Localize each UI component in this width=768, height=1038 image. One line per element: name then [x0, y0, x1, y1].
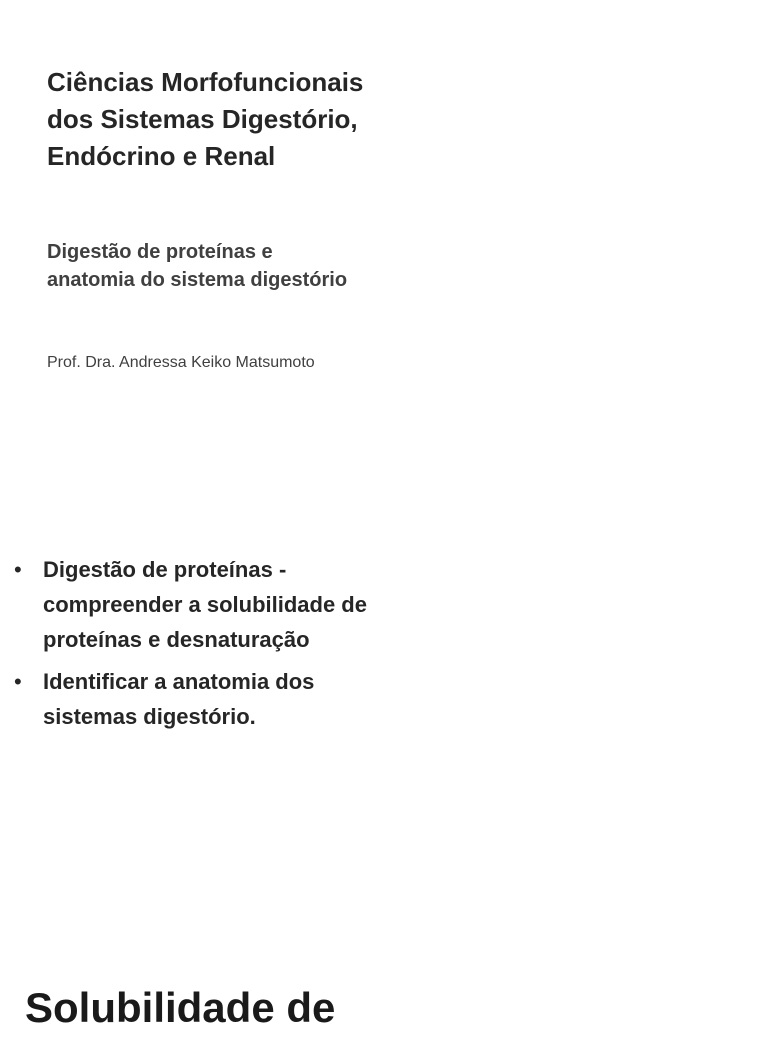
course-title	[47, 64, 447, 175]
author-name: Prof. Dra. Andressa Keiko Matsumoto	[47, 354, 315, 371]
objectives-list	[14, 552, 434, 741]
list-item	[14, 664, 434, 734]
lesson-subtitle	[47, 238, 427, 294]
lesson-subtitle-line: anatomia do sistema digestório	[47, 269, 348, 291]
lesson-subtitle-line: Digestão de proteínas e	[47, 241, 273, 263]
list-item-line: Digestão de proteínas -	[43, 557, 287, 582]
list-item-line: sistemas digestório.	[43, 704, 256, 729]
list-item-line: compreender a solubilidade de	[43, 592, 367, 617]
course-title-line: dos Sistemas Digestório,	[47, 104, 358, 134]
course-title-line: Ciências Morfofuncionais	[47, 67, 364, 97]
bullet-icon: •	[14, 557, 22, 582]
list-item-line: proteínas e desnaturação	[43, 627, 310, 652]
list-item-line: Identificar a anatomia dos	[43, 669, 315, 694]
course-title-line: Endócrino e Renal	[47, 141, 276, 171]
bullet-icon: •	[14, 669, 22, 694]
list-item	[14, 552, 434, 657]
section-heading: Solubilidade de	[25, 984, 336, 1031]
